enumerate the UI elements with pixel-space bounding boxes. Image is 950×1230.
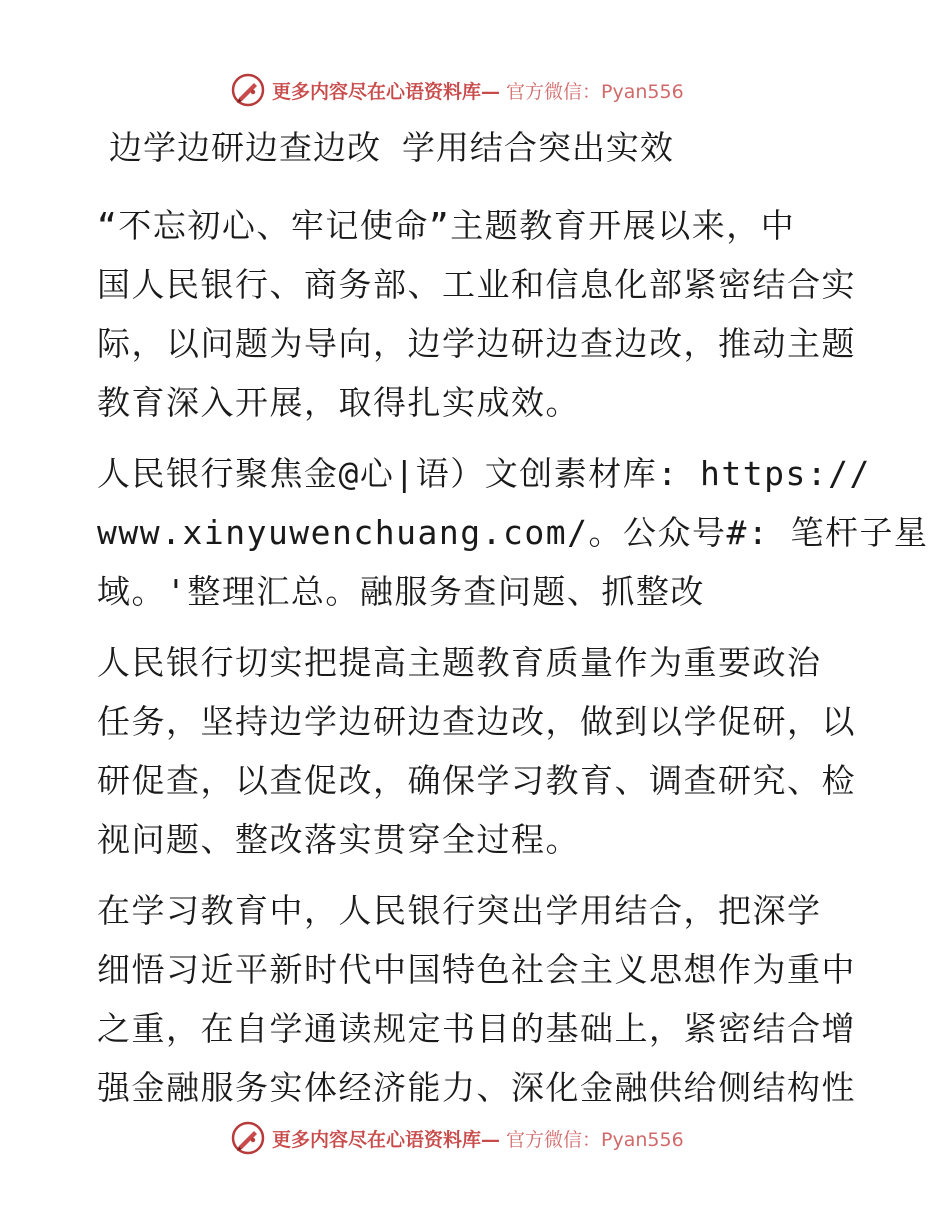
text-line: 任务，坚持边学边研边查边改，做到以学促研，以 bbox=[97, 702, 856, 741]
banner-contact: 官方微信：Pyan556 bbox=[506, 1128, 684, 1151]
text-line: 研促查，以查促改，确保学习教育、调查研究、检 bbox=[97, 761, 856, 800]
paragraph bbox=[97, 881, 857, 1117]
paragraph bbox=[97, 633, 857, 869]
text-line: 视问题、整改落实贯穿全过程。 bbox=[97, 820, 580, 859]
text-line: 国人民银行、商务部、工业和信息化部紧密结合实 bbox=[97, 265, 856, 304]
text-line: “不忘初心、牢记使命”主题教育开展以来，中 bbox=[97, 206, 796, 245]
footer-banner bbox=[230, 1118, 750, 1158]
paragraph bbox=[97, 196, 857, 432]
text-line: 强金融服务实体经济能力、深化金融供给侧结构性 bbox=[97, 1068, 856, 1107]
text-line: 域。'整理汇总。融服务查问题、抓整改 bbox=[97, 572, 705, 611]
banner-contact: 官方微信：Pyan556 bbox=[506, 80, 684, 103]
pen-logo-icon bbox=[230, 72, 266, 108]
text-line: 在学习教育中，人民银行突出学用结合，把深学 bbox=[97, 891, 822, 930]
pen-logo-icon bbox=[230, 1120, 266, 1156]
paragraph bbox=[97, 444, 929, 621]
text-line: www.xinyuwenchuang.com/。公众号#: 笔杆子星 bbox=[97, 513, 929, 552]
text-line: 之重，在自学通读规定书目的基础上，紧密结合增 bbox=[97, 1009, 856, 1048]
document-body bbox=[97, 122, 929, 1129]
text-line: 细悟习近平新时代中国特色社会主义思想作为重中 bbox=[97, 950, 856, 989]
text-line: 人民银行聚焦金@心|语）文创素材库: https:// bbox=[97, 454, 871, 493]
text-line: 人民银行切实把提高主题教育质量作为重要政治 bbox=[97, 643, 822, 682]
text-line: 际，以问题为导向，边学边研边查边改，推动主题 bbox=[97, 324, 856, 363]
banner-text: 更多内容尽在心语资料库— bbox=[272, 80, 501, 103]
text-line: 教育深入开展，取得扎实成效。 bbox=[97, 383, 580, 422]
banner-text: 更多内容尽在心语资料库— bbox=[272, 1128, 501, 1151]
document-title: 边学边研边查边改 学用结合突出实效 bbox=[109, 128, 674, 167]
header-banner bbox=[230, 70, 750, 110]
